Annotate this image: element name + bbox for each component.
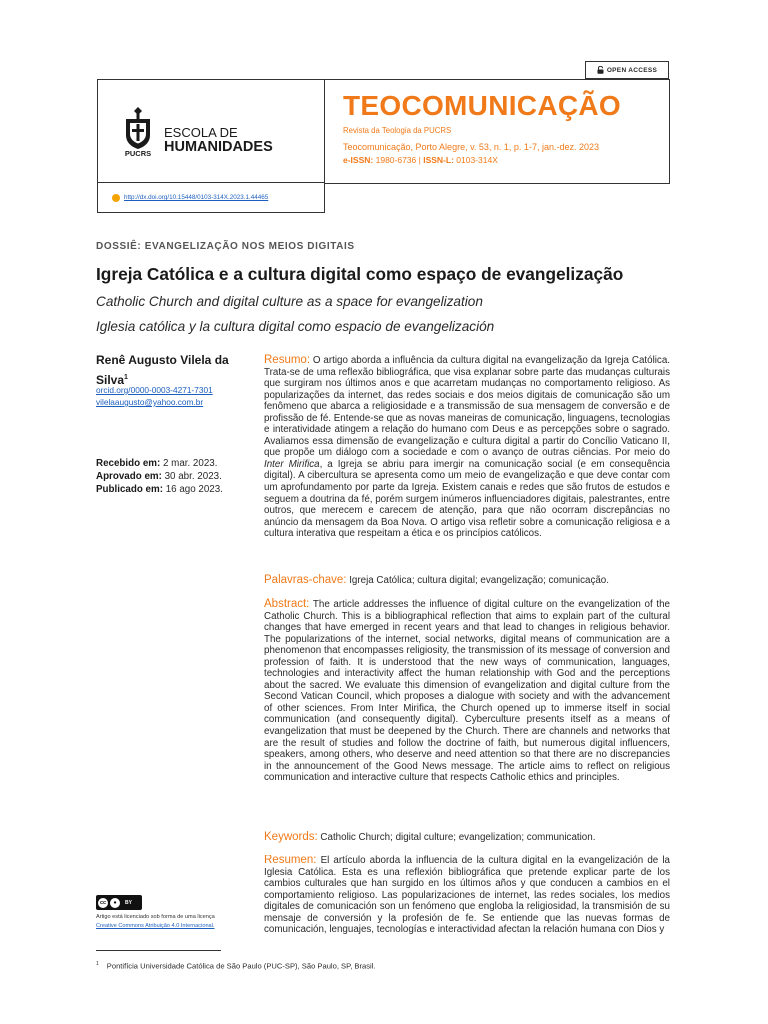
pucrs-label: PUCRS: [124, 149, 152, 157]
doi-icon: [112, 194, 120, 202]
resumen-paragraph: [264, 855, 670, 955]
footnote-text: Pontifícia Universidade Católica de São Paulo (PUC-SP), São Paulo, SP, Brasil.: [106, 961, 376, 971]
palavras-chave: [264, 575, 670, 587]
published-label: Publicado em:: [96, 484, 163, 495]
resumen-heading: Resumen:: [264, 855, 317, 866]
resumo-paragraph: [264, 355, 670, 540]
school-name-line2: HUMANIDADES: [164, 139, 273, 155]
approved-date: [96, 471, 222, 482]
journal-title: TEOCOMUNICAÇÃO: [343, 90, 621, 121]
keywords-text: Catholic Church; digital culture; evangelization; communication.: [320, 832, 596, 843]
received-date: [96, 458, 217, 469]
resumen-text: El artículo aborda la influencia de la cultura digital en la evangelización de la Iglesia Católica. Esta es una reflexión bibliográfica que pretende explicar parte de los cambios culturales que han surgido en los últimos años y que conducen a cambios en el comportamiento religioso. Las popularizaciones de internet, las redes sociales, los medios digitales de comunicación son un fenómeno que engloba la religiosidad, la transmisión de su mensaje de conversión y la profesión de fe. Se entiende que las nuevas formas de comunicación, lenguajes, tecnologías e interactividad afectan la relación humana con Dios y: [264, 855, 670, 936]
resumo-text-1: O artigo aborda a influência da cultura digital na evangelização da Igreja Católica. Trata-se de uma reflexão bibliográfica, que visa explanar sobre parte das mudanças culturais que surgiram nos últimos anos e que acarretam mudanças no comportamento religioso. As popularizações da internet, das redes sociais e dos meios digitais de comunicação são um fenômeno que abarca a religiosidade e a transmissão de sua mensagem de conversão e de profissão de fé. Entende-se que as novas maneiras de comunicação, linguagens, tecnologias e interatividade atingem a relação do humano com Deus e as percepções sobre o sagrado. Avaliamos essa dimensão de evangelização e cultura digital a partir do Concílio Vaticano II, que propõe um diálogo com a sociedade e com o avanço de outras ciências. Por meio do: [264, 355, 670, 459]
license-link[interactable]: Creative Commons Atribuição 4.0 Internacional.: [96, 923, 215, 929]
published-date: [96, 484, 223, 495]
author-footnote-mark: 1: [124, 374, 128, 381]
resumo-text-2: , a Igreja se abriu para imergir na comunicação social (e em consequência digital). A cibercultura se apresenta como um meio de evangelização e que deve contar com um aprofundamento por parte da Igreja. Existem canais e redes que são frutos de estudos e seguem a doutrina da fé, porém surgem inúmeros influenciadores digitais, palestrantes, entre outros, que merecem e carecem de atenção, para que não ocorram discrepâncias no anúncio da mensagem da Boa Nova. O artigo visa refletir sobre a comunicação religiosa e a cultura interativa que respeitam a ética e os princípios católicos.: [264, 458, 670, 540]
school-name: [164, 125, 273, 155]
title-spanish: Iglesia católica y la cultura digital como espacio de evangelización: [96, 319, 495, 334]
title-portuguese: Igreja Católica e a cultura digital como espaço de evangelização: [96, 264, 624, 284]
email-link[interactable]: vilelaaugusto@yahoo.com.br: [96, 397, 204, 407]
resumo-italic: Inter Mirifica: [264, 458, 320, 470]
resumo-heading: Resumo:: [264, 354, 311, 366]
keywords-heading: Keywords:: [264, 831, 318, 843]
approved-label: Aprovado em:: [96, 471, 162, 482]
eissn-value: 1980-6736 |: [375, 155, 421, 165]
abstract-text: The article addresses the influence of digital culture on the evangelization of the Catholic Church. This is a bibliographical reflection that aims to explain part of the cultural changes that have emerged in recent years and that lead to changes in religious behavior. The popularizations of the internet, social networks, digital means of communication are a phenomenon that encompasses religiosity, the transmission of its message of conversion and profession of faith. It is understood that the new ways of communication, languages, technologies and interactivity affect the human relationship with God and the perceptions about the sacred. We evaluate this dimension of evangelization and digital culture from the Second Vatican Council, which proposes a dialogue with society and with the advancement of other sciences. From Inter Mirifica, the Church opened up to immerse itself in social communication (and consequently digital). Cyberculture presents itself as a means of evangelization that must be deepened by the Church. There are channels and networks that are the result of studies and follow the doctrine of faith, but numerous digital influencers, speakers, among others, who deserve and need attention so that there are no discrepancies in the announcement of the Good News message. The article aims to reflect on religious communication and interactive culture that respects Catholic ethics and principles.: [264, 599, 670, 784]
approved-value: 30 abr. 2023.: [164, 471, 222, 482]
frame-divider: [325, 79, 670, 80]
orcid-link[interactable]: orcid.org/0000-0003-4271-7301: [96, 385, 213, 395]
pucrs-emblem-icon: [120, 105, 156, 157]
cc-by-badge: [96, 895, 142, 910]
palavras-heading: Palavras-chave:: [264, 574, 347, 586]
school-name-line1: ESCOLA DE: [164, 125, 238, 140]
journal-issn: [343, 155, 498, 165]
palavras-text: Igreja Católica; cultura digital; evangelização; comunicação.: [349, 575, 609, 586]
doi-link[interactable]: http://dx.doi.org/10.15448/0103-314X.2023.1.44465: [124, 194, 269, 201]
author-name-text: Renê Augusto Vilela da Silva: [96, 353, 229, 387]
license-text: [96, 913, 256, 931]
attribution-icon: ●: [110, 898, 120, 908]
footnote-mark: 1: [96, 961, 99, 967]
frame-divider: [325, 183, 670, 184]
issnl-label: ISSN-L:: [423, 155, 454, 165]
footnote-divider: [96, 950, 221, 951]
doi-box: [97, 183, 325, 213]
cc-by-label: BY: [125, 899, 132, 906]
journal-citation: Teocomunicação, Porto Alegre, v. 53, n. 1, p. 1-7, jan.-dez. 2023: [343, 142, 599, 152]
lock-open-icon: [597, 66, 604, 74]
issnl-value: 0103-314X: [456, 155, 498, 165]
cc-icon: cc: [99, 899, 107, 906]
footnote: [96, 961, 376, 971]
abstract-paragraph: [264, 599, 670, 784]
frame-divider: [669, 79, 670, 184]
published-value: 16 ago 2023.: [165, 484, 223, 495]
abstract-heading: Abstract:: [264, 598, 310, 610]
keywords: [264, 832, 670, 844]
open-access-label: OPEN ACCESS: [606, 66, 658, 74]
eissn-label: e-ISSN:: [343, 155, 374, 165]
open-access-badge: [585, 61, 669, 79]
title-english: Catholic Church and digital culture as a space for evangelization: [96, 294, 483, 309]
journal-subtitle: Revista da Teologia da PUCRS: [343, 126, 452, 135]
license-statement: Artigo está licenciado sob forma de uma licença: [96, 914, 215, 920]
author-name: [96, 352, 256, 389]
received-value: 2 mar. 2023.: [162, 458, 218, 469]
received-label: Recebido em:: [96, 458, 161, 469]
section-label: DOSSIÊ: EVANGELIZAÇÃO NOS MEIOS DIGITAIS: [96, 241, 355, 252]
